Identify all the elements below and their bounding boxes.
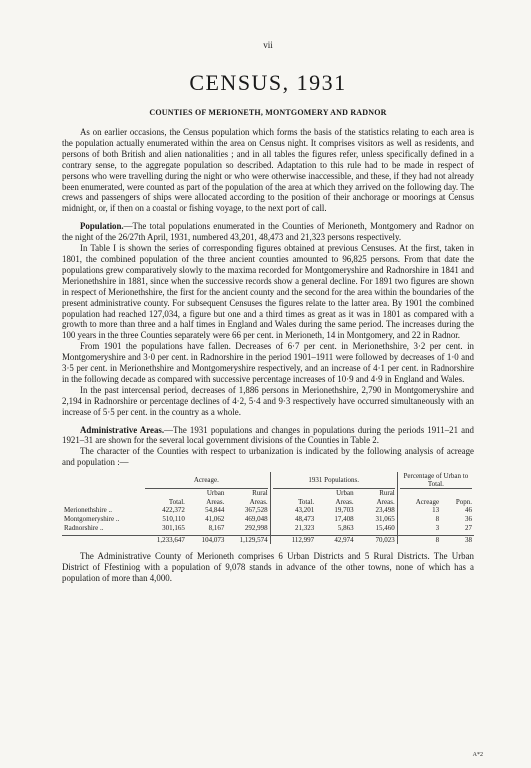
total-pop-rural: 70,023 (356, 535, 398, 544)
admin-paragraph-1 (62, 425, 474, 447)
cell-pop-total: 21,323 (270, 524, 316, 533)
cell-pop-total: 43,201 (270, 506, 316, 515)
cell-pop-rural: 23,498 (375, 506, 395, 515)
admin-heading: Administrative Areas. (80, 424, 165, 435)
total-acreage-rural: 1,129,574 (226, 535, 270, 544)
total-pop-urban: 42,974 (316, 535, 355, 544)
col-pct-popn: Popn. (455, 497, 472, 506)
total-pct-popn: 38 (441, 535, 474, 544)
total-acreage-total: 1,233,647 (143, 535, 187, 544)
page-subtitle: COUNTIES OF MERIONETH, MONTGOMERY AND RADNOR (149, 108, 387, 117)
col-acreage-rural-1: Rural (252, 489, 268, 498)
page-title: CENSUS, 1931 (189, 70, 347, 95)
cell-pop-urban: 19,703 (334, 506, 354, 515)
cell-acreage-rural: 292,998 (244, 523, 268, 532)
page-number: vii (263, 40, 273, 50)
col-pop-total: Total. (270, 498, 316, 507)
total-acreage-urban: 104,073 (187, 535, 226, 544)
table-total-row (62, 535, 474, 544)
cell-pop-total: 48,473 (270, 515, 316, 524)
cell-acreage-urban: 54,844 (205, 506, 225, 515)
group-header-population: 1931 Populations. (270, 472, 397, 488)
admin-text-1: —The 1931 populations and changes in populations during the periods 1911–21 and 1921–31 are shown for the several local government divisions of the Counties in Table 2. (62, 424, 474, 446)
intro-paragraph: As on earlier occasions, the Census population which forms the basis of the statistics relating to each area is the population actually enumerated within the area on Census night. It comprises visitors as well as residents, and persons of both British and alien nationalities ; and in all tables the figures refer, unless specifically defined in a contrary sense, to the aggregate population so described. Adaptation to this rule had to be made in respect of persons who were travelling during the night or who were otherwise inaccessible, and these, if they had not already been enumerated, were counted as part of the population of the area at which they arrived on the following day. The crews and passengers of ships were allocated according to the position of their anchorage or moorings at Census midnight, or, if then on a coastal or fishing voyage, to the next port of call. (62, 127, 474, 214)
acreage-population-table (62, 472, 474, 544)
admin-paragraph-2: The character of the Counties with respect to urbanization is indicated by the following analysis of acreage and population :— (62, 446, 474, 468)
population-paragraph-1 (62, 221, 474, 243)
col-pop-urban-2: Areas. (335, 497, 354, 506)
cell-acreage-urban: 8,167 (208, 523, 225, 532)
cell-pop-urban: 5,863 (337, 523, 354, 532)
row-name: Merionethshire (64, 506, 107, 515)
row-name: Radnorshire (64, 523, 99, 532)
row-dots: .. (115, 514, 120, 523)
population-paragraph-3: From 1901 the populations have fallen. Decreases of 6·7 per cent. in Merionethshire, 3·2 per cent. in Montgomeryshire and 3·0 per cent. in Radnorshire in the period 1901–1911 were followed by decreases of 1·0 and 3·5 per cent. in Merionethshire and Montgomeryshire respectively, and an increase of 4·1 per cent. in Radnorshire in the following decade as compared with successive percentage increases of 10·9 and 4·9 in England and Wales. (62, 341, 474, 384)
cell-pct-popn: 36 (465, 514, 472, 523)
total-pct-acreage: 8 (397, 535, 441, 544)
cell-pct-acreage: 13 (397, 506, 441, 515)
cell-acreage-rural: 367,528 (244, 506, 268, 515)
col-pop-rural-2: Areas. (376, 497, 395, 506)
cell-acreage-total: 422,372 (162, 506, 185, 515)
cell-pop-rural: 31,065 (375, 514, 395, 523)
cell-pct-acreage: 3 (397, 524, 441, 533)
cell-pct-popn: 27 (465, 523, 472, 532)
row-name: Montgomeryshire (64, 514, 115, 523)
col-pop-rural-1: Rural (379, 489, 395, 498)
col-acreage-urban-1: Urban (206, 489, 225, 498)
total-pop-total: 112,997 (270, 535, 316, 544)
table-row (62, 524, 474, 533)
signature-mark: A*2 (472, 752, 483, 758)
cell-acreage-total: 301,165 (162, 523, 185, 532)
col-acreage-total: Total. (168, 497, 185, 506)
population-paragraph-2: In Table I is shown the series of corresponding figures obtained at previous Censuses. At the first, taken in 1801, the combined population of the three ancient counties amounted to 96,825 persons. From that date the populations grew comparatively slowly to the maxima recorded for Montgomeryshire and Radnorshire in 1841 and Merionethshire in 1881, since when the successive records show a general decline. For 1891 two figures are shown in respect of Merionethshire, the first for the ancient county and the second for the area within the boundaries of the present administrative county. For subsequent Censuses the figures relate to the latter area. By 1901 the combined population had reached 127,034, a figure but one and a third times as great as it was in 1801 as compared with a growth to more than three and a half times in England and Wales during the same period. The increases during the 100 years in the three Counties separately were 66 per cent. in Merioneth, 14 in Montgomery, and 22 in Radnor. (62, 243, 474, 341)
closing-paragraph: The Administrative County of Merioneth comprises 6 Urban Districts and 5 Rural Districts. The Urban District of Ffestiniog with a population of 9,078 stands in advance of the other towns, none of which has a population of more than 4,000. (62, 551, 474, 584)
cell-acreage-rural: 469,048 (244, 514, 268, 523)
table-row (62, 515, 474, 524)
table-row (62, 506, 474, 515)
cell-pct-acreage: 8 (397, 515, 441, 524)
col-acreage-urban-2: Areas. (206, 497, 225, 506)
row-dots: .. (108, 506, 113, 515)
row-dots: .. (99, 523, 104, 532)
col-acreage-rural-2: Areas. (249, 497, 268, 506)
group-header-percentage: Percentage of Urban to Total. (397, 472, 474, 488)
col-pop-urban-1: Urban (336, 489, 354, 498)
cell-pop-urban: 17,408 (334, 514, 354, 523)
cell-pop-rural: 15,460 (375, 523, 395, 532)
col-pct-acreage: Acreage (397, 498, 441, 507)
population-paragraph-4: In the past intercensal period, decreases of 1,886 persons in Merionethshire, 2,790 in Montgomeryshire and 2,194 in Radnorshire or percentage declines of 4·2, 5·4 and 9·3 respectively have occurred simultaneously with an increase of 5·5 per cent. in the country as a whole. (62, 384, 474, 417)
document-page (62, 40, 474, 584)
population-text-1: —The total populations enumerated in the Counties of Merioneth, Montgomery and Radnor on the night of the 26/27th April, 1931, numbered 43,201, 48,473 and 21,323 persons respectively. (62, 221, 474, 243)
group-header-acreage: Acreage. (193, 475, 219, 484)
cell-acreage-total: 510,110 (162, 514, 185, 523)
population-heading: Population. (80, 221, 124, 232)
cell-pct-popn: 46 (465, 506, 472, 515)
cell-acreage-urban: 41,062 (205, 514, 225, 523)
